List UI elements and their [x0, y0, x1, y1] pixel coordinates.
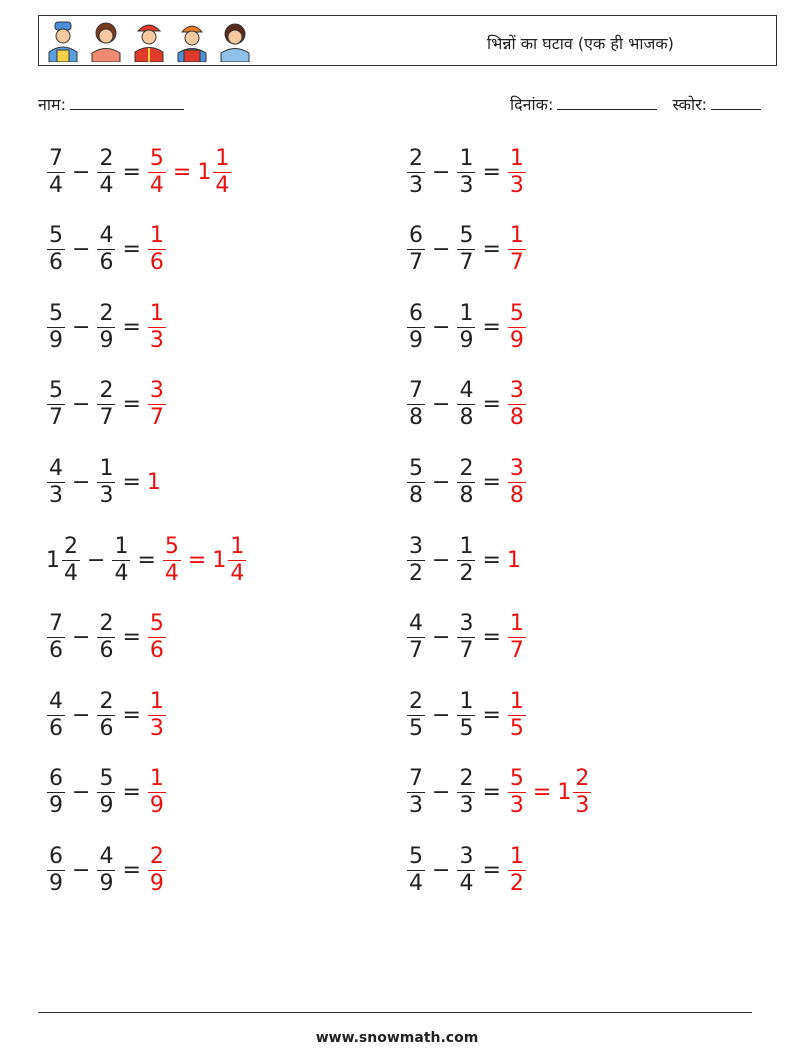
problem-item	[46, 450, 161, 514]
subtrahend-fraction-denominator: 9	[459, 327, 474, 353]
subtrahend-fraction-numerator: 3	[459, 611, 474, 637]
minus-sign: −	[432, 547, 451, 573]
equals-sign: =	[482, 392, 501, 418]
subtrahend-fraction	[97, 145, 115, 198]
minuend-fraction-numerator: 5	[49, 300, 63, 326]
minuend-fraction	[407, 300, 425, 353]
subtrahend-fraction-numerator: 2	[99, 145, 114, 171]
minuend-fraction-denominator: 6	[49, 715, 63, 741]
subtrahend-fraction-numerator: 1	[459, 300, 474, 326]
minus-sign: −	[72, 159, 91, 185]
minuend-fraction-denominator: 6	[49, 250, 63, 276]
subtrahend-fraction	[97, 455, 115, 508]
minuend-fraction-denominator: 7	[409, 250, 423, 276]
problem-item	[46, 218, 167, 282]
subtrahend-fraction-numerator: 1	[459, 688, 474, 714]
minuend-fraction-numerator: 5	[409, 843, 423, 869]
equals-sign: =	[122, 469, 141, 495]
answer-fraction	[508, 688, 526, 741]
answer-fraction-numerator: 1	[149, 688, 164, 714]
subtrahend-fraction-denominator: 5	[459, 715, 474, 741]
answer-fraction	[508, 380, 526, 429]
answer-fraction-denominator: 6	[149, 638, 164, 664]
subtrahend-fraction-numerator: 3	[459, 843, 474, 869]
answer-fraction-denominator: 7	[509, 250, 524, 276]
minuend-fraction	[47, 380, 65, 429]
subtrahend-fraction-denominator: 9	[99, 793, 114, 819]
subtrahend-fraction-numerator: 4	[99, 223, 114, 249]
answer	[147, 768, 167, 817]
answer-fraction-denominator: 3	[149, 715, 164, 741]
answer-fraction-numerator: 5	[149, 611, 164, 637]
subtrahend-fraction-denominator: 4	[114, 560, 129, 586]
answer-fraction-numerator: 1	[509, 688, 524, 714]
answer-fraction	[148, 145, 166, 198]
avatar-strip	[45, 20, 253, 62]
answer-fraction-denominator: 2	[509, 870, 524, 896]
date-line[interactable]	[557, 108, 657, 110]
minuend-fraction-denominator: 5	[409, 715, 423, 741]
minus-sign: −	[72, 857, 91, 883]
answer-fraction-denominator: 9	[149, 793, 164, 819]
equals-sign: =	[122, 857, 141, 883]
minuend-fraction	[407, 145, 425, 198]
answer-mixed-fraction	[213, 145, 231, 198]
answer-fraction	[508, 145, 526, 198]
answer	[507, 843, 527, 896]
minuend-fraction-numerator: 4	[409, 611, 423, 637]
subtrahend-fraction-numerator: 2	[459, 766, 474, 792]
answer	[147, 613, 167, 662]
answer	[507, 145, 527, 198]
equals-sign: =	[482, 237, 501, 263]
name-field	[38, 93, 184, 115]
subtrahend-fraction	[457, 533, 475, 586]
minuend-fraction-denominator: 4	[409, 870, 423, 896]
minuend-fraction-numerator: 4	[49, 455, 63, 481]
subtrahend-fraction	[97, 300, 115, 353]
woman-avatar-icon	[88, 20, 124, 62]
answer-fraction-numerator: 3	[509, 378, 524, 404]
minus-sign: −	[432, 159, 451, 185]
equals-sign: =	[122, 625, 141, 651]
minuend-fraction	[47, 688, 65, 741]
minuend-fraction	[47, 145, 65, 198]
minuend-fraction-numerator: 7	[409, 766, 423, 792]
score-label: स्कोर:	[672, 95, 708, 114]
answer-mixed-fraction-denominator: 3	[575, 793, 590, 819]
problem-item	[46, 140, 232, 204]
answer-fraction	[508, 613, 526, 662]
equals-sign: =	[482, 469, 501, 495]
answer-fraction-numerator: 5	[509, 766, 524, 792]
subtrahend-fraction	[457, 688, 475, 741]
answer-fraction	[508, 843, 526, 896]
subtrahend-fraction-numerator: 2	[99, 300, 114, 326]
answer	[507, 455, 527, 508]
answer-whole: 1	[506, 547, 521, 573]
answer-fraction-denominator: 8	[509, 482, 524, 508]
answer-fraction-numerator: 1	[149, 766, 164, 792]
minuend-fraction	[407, 455, 425, 508]
subtrahend-fraction	[457, 380, 475, 429]
score-line[interactable]	[711, 108, 761, 110]
problem-item	[406, 761, 592, 825]
header-box	[38, 15, 777, 66]
minuend-fraction	[47, 613, 65, 662]
answer-fraction-denominator: 9	[509, 327, 524, 353]
minuend-fraction-numerator: 4	[49, 688, 63, 714]
date-label: दिनांक:	[510, 95, 554, 114]
subtrahend-fraction-numerator: 1	[459, 145, 474, 171]
minus-sign: −	[432, 237, 451, 263]
problem-item	[406, 218, 527, 282]
answer-fraction	[148, 300, 166, 353]
answer	[507, 300, 527, 353]
answer-whole: 1	[146, 469, 161, 495]
answer-mixed-whole: 1	[212, 547, 227, 573]
subtrahend-fraction	[97, 768, 115, 817]
minuend-fraction	[47, 843, 65, 896]
minuend-fraction	[62, 533, 80, 586]
equals-sign: =	[122, 780, 141, 806]
minuend-fraction-denominator: 2	[409, 560, 423, 586]
minuend-fraction-denominator: 3	[49, 482, 63, 508]
answer-fraction-numerator: 5	[149, 145, 164, 171]
minuend-fraction-denominator: 8	[409, 482, 423, 508]
answer	[507, 613, 527, 662]
subtrahend-fraction	[457, 225, 475, 274]
minus-sign: −	[432, 857, 451, 883]
answer-fraction	[508, 455, 526, 508]
answer-fraction-numerator: 2	[149, 843, 164, 869]
minuend-fraction	[407, 380, 425, 429]
equals-sign: =	[122, 314, 141, 340]
minus-sign: −	[432, 702, 451, 728]
date-score-fields	[510, 93, 761, 115]
subtrahend-fraction	[97, 380, 115, 429]
answer-fraction-denominator: 5	[509, 715, 524, 741]
problem-item	[46, 528, 247, 592]
minuend-fraction	[47, 455, 65, 508]
minus-sign: −	[432, 625, 451, 651]
minuend-fraction-numerator: 3	[409, 533, 423, 559]
subtrahend-fraction-numerator: 2	[99, 378, 114, 404]
minuend-fraction	[407, 225, 425, 274]
answer-mixed-fraction-numerator: 1	[215, 145, 230, 171]
subtrahend-fraction-denominator: 9	[99, 870, 114, 896]
minuend-fraction-denominator: 9	[49, 793, 63, 819]
subtrahend-fraction-denominator: 6	[99, 638, 114, 664]
answer-fraction-numerator: 1	[149, 223, 164, 249]
equals-sign: =	[482, 857, 501, 883]
subtrahend-fraction	[457, 300, 475, 353]
answer-mixed-whole: 1	[197, 159, 212, 185]
subtrahend-fraction-denominator: 3	[459, 793, 474, 819]
answer-fraction-numerator: 1	[509, 145, 524, 171]
minuend-fraction	[47, 300, 65, 353]
minus-sign: −	[87, 547, 106, 573]
answer	[162, 533, 247, 586]
minuend-fraction-denominator: 4	[64, 560, 78, 586]
minuend-fraction	[407, 843, 425, 896]
footer-divider	[38, 1012, 752, 1013]
subtrahend-fraction	[97, 843, 115, 896]
answer	[507, 768, 592, 817]
answer-fraction-denominator: 8	[509, 405, 524, 431]
subtrahend-fraction-denominator: 7	[459, 638, 474, 664]
subtrahend-fraction	[112, 533, 130, 586]
nurse-avatar-icon	[217, 20, 253, 62]
minuend-fraction-numerator: 6	[49, 843, 63, 869]
answer	[507, 688, 527, 741]
problem-item	[406, 295, 527, 359]
minuend-fraction-denominator: 9	[49, 870, 63, 896]
answer-fraction-numerator: 3	[149, 378, 164, 404]
subtrahend-fraction-numerator: 2	[99, 611, 114, 637]
minuend-fraction	[407, 768, 425, 817]
problem-item	[46, 295, 167, 359]
answer-mixed-fraction	[228, 533, 246, 586]
minuend-fraction-denominator: 8	[409, 405, 423, 431]
answer	[147, 688, 167, 741]
minuend-fraction-denominator: 7	[49, 405, 63, 431]
subtrahend-fraction	[97, 225, 115, 274]
equals-sign: =	[482, 547, 501, 573]
minuend-fraction-numerator: 2	[409, 145, 423, 171]
subtrahend-fraction-numerator: 5	[459, 223, 474, 249]
minuend-fraction	[47, 768, 65, 817]
answer-fraction	[508, 225, 526, 274]
minuend-fraction	[47, 225, 65, 274]
minuend-fraction-numerator: 5	[49, 378, 63, 404]
minus-sign: −	[72, 237, 91, 263]
minuend-fraction-numerator: 7	[49, 145, 63, 171]
answer-fraction	[148, 688, 166, 741]
minus-sign: −	[72, 702, 91, 728]
subtrahend-fraction	[457, 455, 475, 508]
answer-fraction-denominator: 9	[149, 870, 164, 896]
problem-item	[46, 838, 167, 902]
subtrahend-fraction-numerator: 5	[99, 766, 114, 792]
answer-mixed-fraction-numerator: 1	[230, 533, 245, 559]
answer-fraction-denominator: 7	[149, 405, 164, 431]
mechanic-avatar-icon	[45, 20, 81, 62]
answer	[507, 548, 521, 573]
minuend-fraction-numerator: 7	[49, 611, 63, 637]
answer-fraction-numerator: 5	[164, 533, 179, 559]
answer-mixed-fraction-denominator: 4	[215, 172, 230, 198]
answer	[147, 470, 161, 495]
problem-item	[46, 761, 167, 825]
subtrahend-fraction-denominator: 8	[459, 482, 474, 508]
answer-fraction-denominator: 3	[509, 172, 524, 198]
answer-fraction-numerator: 5	[509, 300, 524, 326]
minus-sign: −	[72, 780, 91, 806]
subtrahend-fraction-numerator: 1	[114, 533, 129, 559]
minuend-fraction-denominator: 9	[49, 327, 63, 353]
subtrahend-fraction-numerator: 2	[99, 688, 114, 714]
problem-item	[46, 683, 167, 747]
answer-fraction-numerator: 3	[509, 455, 524, 481]
minuend-fraction-denominator: 6	[49, 638, 63, 664]
answer	[147, 843, 167, 896]
minus-sign: −	[72, 469, 91, 495]
subtrahend-fraction-denominator: 6	[99, 715, 114, 741]
answer-fraction-denominator: 3	[509, 793, 524, 819]
minus-sign: −	[72, 392, 91, 418]
problem-item	[406, 838, 527, 902]
answer-fraction	[163, 533, 181, 586]
subtrahend-fraction-numerator: 1	[459, 533, 474, 559]
answer-fraction-numerator: 1	[509, 611, 524, 637]
minuend-fraction-numerator: 6	[409, 223, 423, 249]
construction-worker-avatar-icon	[174, 20, 210, 62]
minus-sign: −	[72, 314, 91, 340]
equals-sign: =	[137, 547, 156, 573]
answer-fraction-numerator: 1	[509, 223, 524, 249]
answer-fraction	[148, 843, 166, 896]
subtrahend-fraction-numerator: 4	[99, 843, 114, 869]
minus-sign: −	[72, 625, 91, 651]
equals-sign: =	[122, 702, 141, 728]
minus-sign: −	[432, 780, 451, 806]
equals-sign: =	[482, 314, 501, 340]
minuend-fraction-denominator: 4	[49, 172, 63, 198]
subtrahend-fraction	[457, 843, 475, 896]
answer-mixed-fraction	[573, 768, 591, 817]
subtrahend-fraction-denominator: 8	[459, 405, 474, 431]
subtrahend-fraction-denominator: 4	[99, 172, 114, 198]
minuend-fraction	[407, 688, 425, 741]
answer-fraction-numerator: 1	[509, 843, 524, 869]
problem-item	[406, 140, 527, 204]
answer-fraction-denominator: 3	[149, 327, 164, 353]
answer-equals-sign: =	[532, 780, 552, 806]
problem-item	[46, 606, 167, 670]
name-label: नाम:	[38, 95, 66, 114]
answer-fraction	[508, 300, 526, 353]
answer-fraction-numerator: 1	[149, 300, 164, 326]
equals-sign: =	[482, 780, 501, 806]
subtrahend-fraction-denominator: 2	[459, 560, 474, 586]
equals-sign: =	[122, 159, 141, 185]
minus-sign: −	[432, 392, 451, 418]
equals-sign: =	[482, 625, 501, 651]
footer-site: www.snowmath.com	[315, 1030, 479, 1046]
whole-number: 1	[46, 547, 60, 573]
subtrahend-fraction-denominator: 4	[459, 870, 474, 896]
minuend-fraction	[407, 533, 425, 586]
answer-fraction	[148, 380, 166, 429]
firefighter-avatar-icon	[131, 20, 167, 62]
answer-fraction-denominator: 6	[149, 250, 164, 276]
answer-mixed-whole: 1	[557, 780, 572, 806]
problem-item	[406, 683, 527, 747]
minuend-fraction	[407, 613, 425, 662]
subtrahend-fraction-numerator: 2	[459, 455, 474, 481]
subtrahend-fraction-denominator: 6	[99, 250, 114, 276]
minuend-fraction-numerator: 5	[409, 455, 423, 481]
minuend-fraction-numerator: 2	[409, 688, 423, 714]
minuend-fraction-numerator: 6	[409, 300, 423, 326]
equals-sign: =	[122, 392, 141, 418]
answer-fraction	[148, 768, 166, 817]
subtrahend-fraction	[97, 688, 115, 741]
minuend-fraction-denominator: 7	[409, 638, 423, 664]
minuend-fraction-numerator: 6	[49, 766, 63, 792]
page-title: भिन्नों का घटाव (एक ही भाजक)	[487, 34, 674, 53]
answer	[147, 380, 167, 429]
subtrahend-fraction-denominator: 9	[99, 327, 114, 353]
answer-fraction-denominator: 7	[509, 638, 524, 664]
answer-fraction-denominator: 4	[164, 560, 179, 586]
name-line[interactable]	[70, 108, 184, 110]
subtrahend-fraction-denominator: 3	[99, 482, 114, 508]
answer-fraction-denominator: 4	[149, 172, 164, 198]
answer-fraction	[508, 768, 526, 817]
answer-fraction	[148, 613, 166, 662]
answer	[507, 380, 527, 429]
answer	[507, 225, 527, 274]
minuend-fraction-denominator: 3	[409, 793, 423, 819]
answer	[147, 300, 167, 353]
minus-sign: −	[432, 314, 451, 340]
problem-item	[46, 373, 167, 437]
minus-sign: −	[432, 469, 451, 495]
subtrahend-fraction-denominator: 7	[99, 405, 114, 431]
problem-item	[406, 528, 521, 592]
problem-item	[406, 606, 527, 670]
subtrahend-fraction	[457, 613, 475, 662]
answer-mixed-fraction-numerator: 2	[575, 766, 590, 792]
subtrahend-fraction	[97, 613, 115, 662]
subtrahend-fraction	[457, 145, 475, 198]
minuend-fraction-denominator: 3	[409, 172, 423, 198]
answer	[147, 225, 167, 274]
answer	[147, 145, 232, 198]
problem-item	[406, 373, 527, 437]
equals-sign: =	[482, 159, 501, 185]
subtrahend-fraction	[457, 768, 475, 817]
subtrahend-fraction-denominator: 7	[459, 250, 474, 276]
equals-sign: =	[122, 237, 141, 263]
equals-sign: =	[482, 702, 501, 728]
subtrahend-fraction-numerator: 1	[99, 455, 114, 481]
answer-mixed-fraction-denominator: 4	[230, 560, 245, 586]
minuend-fraction-numerator: 5	[49, 223, 63, 249]
minuend-fraction-denominator: 9	[409, 327, 423, 353]
answer-equals-sign: =	[187, 547, 207, 573]
answer-equals-sign: =	[172, 159, 192, 185]
answer-fraction	[148, 225, 166, 274]
subtrahend-fraction-denominator: 3	[459, 172, 474, 198]
subtrahend-fraction-numerator: 4	[459, 378, 474, 404]
minuend-fraction-numerator: 2	[64, 533, 78, 559]
minuend-fraction-numerator: 7	[409, 378, 423, 404]
problem-item	[406, 450, 527, 514]
